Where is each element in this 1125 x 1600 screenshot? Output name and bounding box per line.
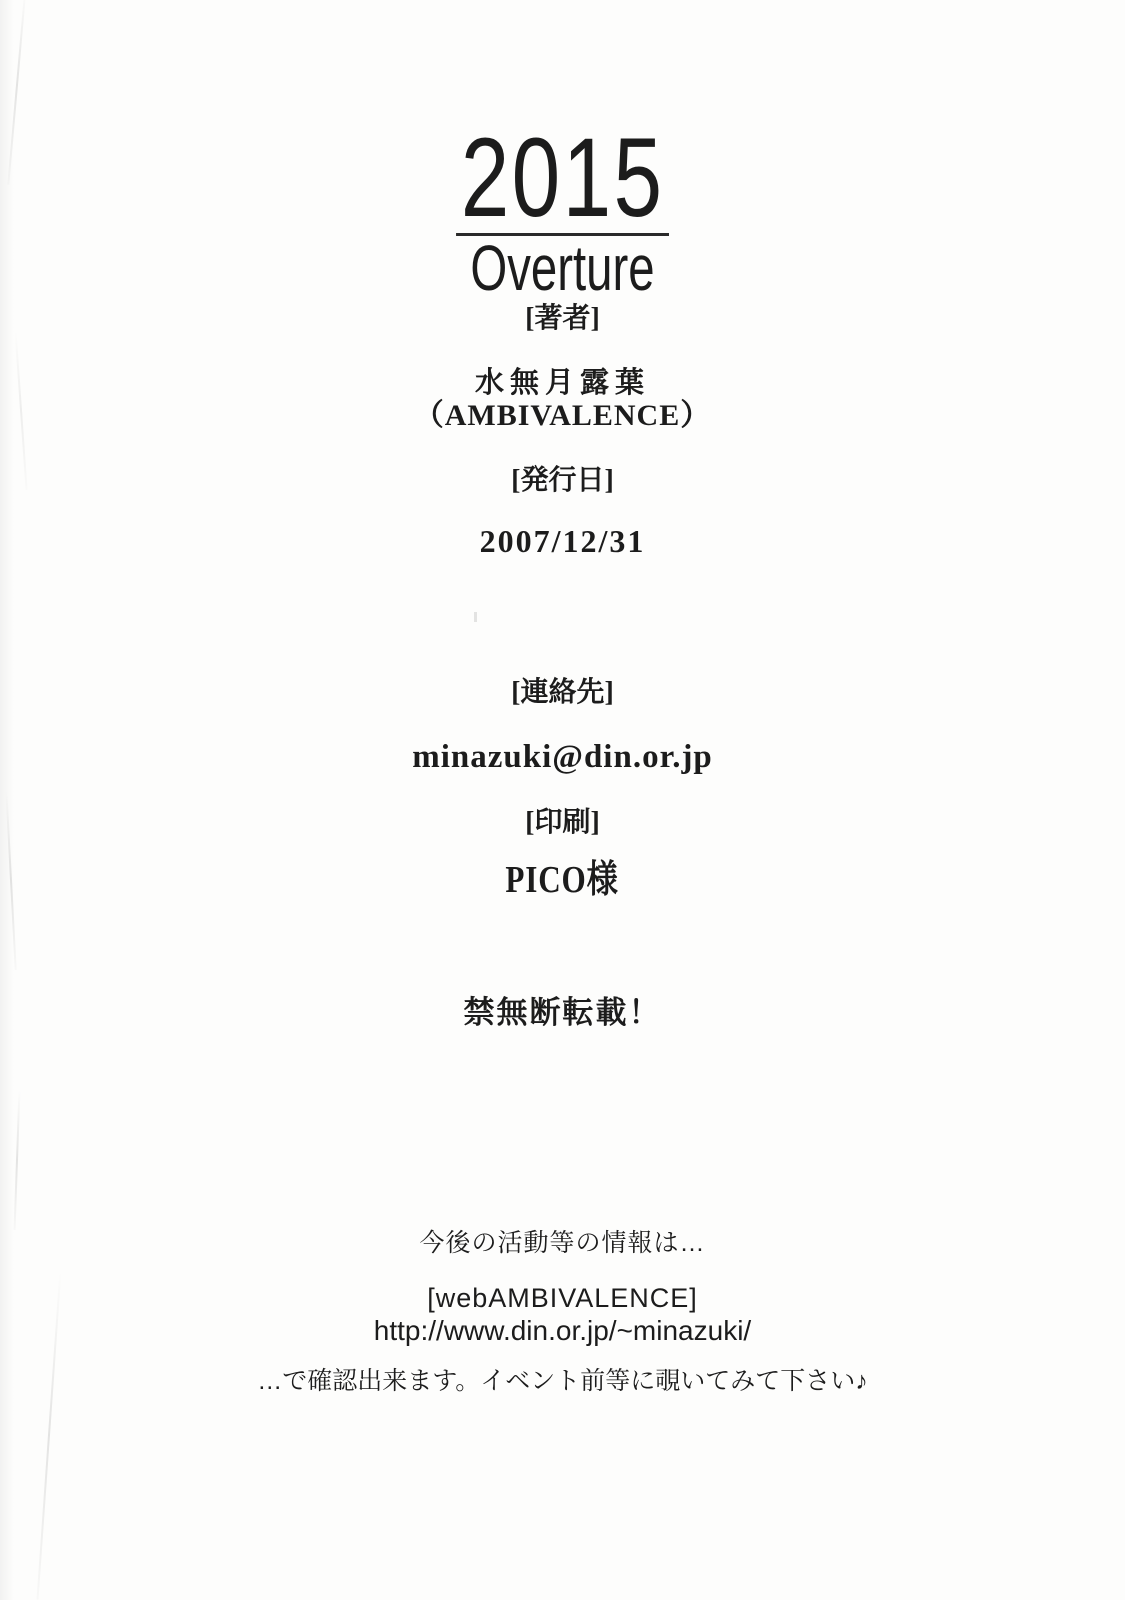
title-year: 2015 xyxy=(456,126,669,236)
website-name: [webAMBIVALENCE] xyxy=(427,1283,698,1313)
printer-label: [印刷] xyxy=(525,807,600,838)
author-label: [著者] xyxy=(525,303,600,334)
scan-speck xyxy=(474,612,477,622)
contact-label: [連絡先] xyxy=(511,677,614,708)
circle-name: （AMBIVALENCE） xyxy=(413,399,712,432)
printer-name: PICO様 xyxy=(505,859,620,901)
footer-check-note: …で確認出来ます。イベント前等に覗いてみて下さい♪ xyxy=(257,1367,868,1395)
scan-crease xyxy=(14,1090,21,1230)
author-name: 水無月露葉 xyxy=(474,367,650,399)
publication-date-label: [発行日] xyxy=(511,465,614,496)
website-url: http://www.din.or.jp/~minazuki/ xyxy=(373,1315,752,1346)
no-reproduction-notice: 禁無断転載！ xyxy=(463,995,662,1030)
contact-email: minazuki@din.or.jp xyxy=(412,739,713,775)
footer-info-line: 今後の活動等の情報は… xyxy=(419,1229,706,1257)
publication-date-value: 2007/12/31 xyxy=(479,523,646,559)
title-subtitle: Overture xyxy=(470,232,655,304)
